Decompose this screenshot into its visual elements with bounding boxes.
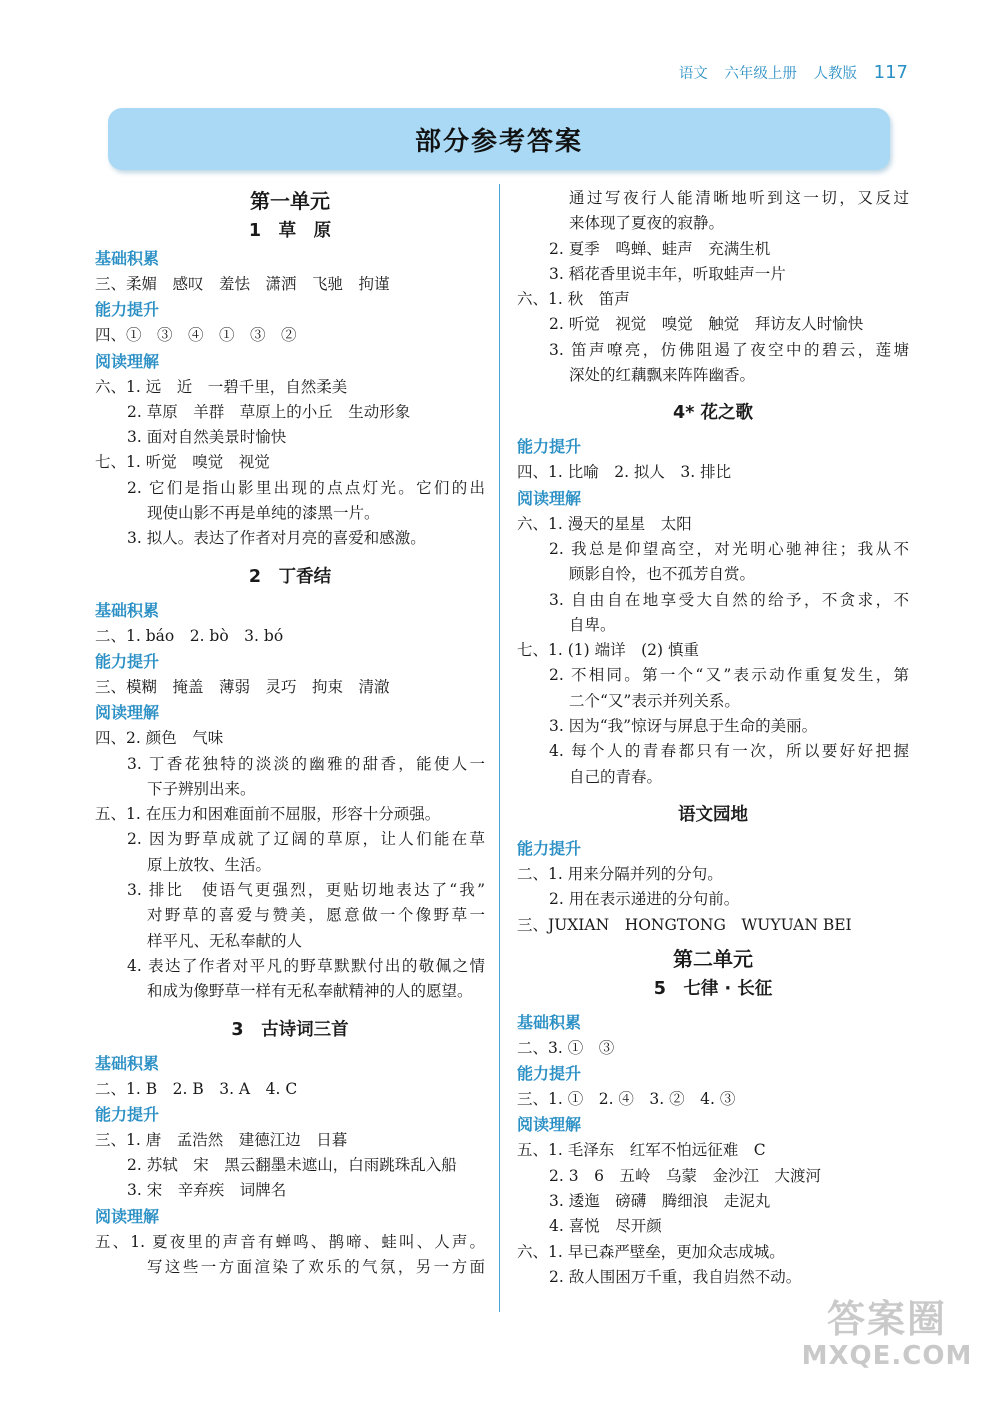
answer-line: 样平凡、无私奉献的人 [147, 931, 303, 950]
section-label: 能力提升 [95, 651, 160, 671]
section-label: 基础积累 [95, 249, 160, 268]
answer-line: 七、1. (1) 端详 (2) 慎重 [517, 641, 699, 660]
unit-heading: 第一单元 [250, 189, 330, 213]
answer-line: 深处的红藕飘来阵阵幽香。 [569, 366, 756, 385]
lesson-title: 2 丁香结 [248, 566, 332, 587]
watermark-logo [792, 1297, 982, 1377]
section-label: 阅读理解 [95, 1206, 160, 1226]
answer-line: 三、JUXIAN HONGTONG WUYUAN BEI [517, 915, 852, 934]
answer-line: 3. 排比 使语气更强烈，更贴切地表达了“我” [127, 881, 485, 900]
lesson-title: 4* 花之歌 [673, 403, 753, 424]
answer-line: 通过写夜行人能清晰地听到这一切，又反过 [569, 189, 909, 207]
right-column [517, 186, 909, 1290]
answer-line: 自己的青春。 [569, 767, 663, 786]
answer-line: 2. 草原 羊群 草原上的小丘 生动形象 [127, 402, 411, 421]
lesson-title: 语文园地 [678, 804, 748, 825]
answer-line: 3. 面对自然美景时愉快 [127, 428, 287, 447]
watermark-site: MXQE.COM [801, 1341, 973, 1371]
answer-line: 二、1. 用来分隔并列的分句。 [517, 864, 723, 883]
section-label: 阅读理解 [95, 703, 160, 723]
answer-line: 3. 笛声嘹亮，仿佛阻遏了夜空中的碧云，莲塘 [549, 340, 909, 359]
page-number: 117 [873, 62, 908, 83]
lesson-title: 5 七律 · 长征 [653, 978, 773, 999]
answer-line: 2. 用在表示递进的分句前。 [549, 890, 740, 909]
page-header [667, 62, 908, 83]
answer-line: 2. 不相同。第一个“又”表示动作重复发生，第 [549, 666, 909, 685]
answer-line: 六、1. 漫天的星星 太阳 [517, 514, 692, 533]
answer-line: 对野草的喜爱与赞美，愿意做一个像野草一 [147, 906, 485, 925]
watermark-stamp: 答案圈 [826, 1297, 947, 1341]
answer-line: 3. 逶迤 磅礴 腾细浪 走泥丸 [549, 1192, 771, 1211]
spacer [517, 388, 909, 398]
section-label: 阅读理解 [517, 488, 582, 508]
lesson-title: 1 草 原 [248, 221, 332, 241]
section-label: 基础积累 [95, 600, 160, 620]
answer-line: 2. 敌人围困万千重，我自岿然不动。 [549, 1267, 802, 1286]
answer-line: 2. 因为野草成就了辽阔的草原，让人们能在草 [127, 830, 485, 849]
header-subject: 语文 [678, 66, 708, 82]
answer-line: 原上放牧、生活。 [147, 855, 272, 874]
answer-line: 2. 夏季 鸣蝉、蛙声 充满生机 [549, 239, 771, 258]
answer-line: 顾影自怜，也不孤芳自赏。 [569, 565, 756, 584]
answer-line: 和成为像野草一样有无私奉献精神的人的愿望。 [147, 982, 473, 1001]
answer-line: 六、1. 早已森严壁垒，更加众志成城。 [517, 1242, 785, 1261]
answer-line: 五、1. 在压力和困难面前不屈服，形容十分顽强。 [95, 805, 441, 824]
left-column [95, 186, 485, 1280]
answer-line: 六、1. 秋 笛声 [517, 290, 630, 309]
answer-line: 2. 苏轼 宋 黑云翻墨未遮山，白雨跳珠乱入船 [127, 1156, 457, 1175]
answer-line: 六、1. 远 近 一碧千里，自然柔美 [95, 377, 348, 396]
answer-line: 二、1. báo 2. bò 3. bó [95, 626, 284, 645]
answer-line: 五、1. 夏夜里的声音有蝉鸣、鹊啼、蛙叫、人声。 [95, 1232, 485, 1251]
section-label: 能力提升 [517, 838, 582, 858]
answer-line: 2. 我总是仰望高空，对光明心驰神往；我从不 [549, 539, 909, 558]
title-banner [108, 108, 890, 170]
answer-line: 3. 自由自在地享受大自然的给予，不贪求，不 [549, 590, 909, 609]
header-grade: 六年级上册 [724, 66, 797, 82]
answer-line: 五、1. 毛泽东 红军不怕远征难 C [517, 1141, 766, 1160]
header-edition: 人教版 [813, 66, 858, 82]
answer-line: 来体现了夏夜的寂静。 [569, 214, 725, 233]
answer-line: 4. 喜悦 尽开颜 [549, 1217, 662, 1236]
section-label: 能力提升 [95, 300, 160, 320]
answer-line: 三、柔媚 感叹 羞怯 潇洒 飞驰 拘谨 [95, 275, 390, 293]
section-label: 能力提升 [517, 1064, 582, 1084]
answer-line: 4. 表达了作者对平凡的野草默默付出的敬佩之情 [127, 956, 485, 975]
answer-line: 二个“又”表示并列关系。 [569, 691, 740, 710]
answer-line: 4. 每个人的青春都只有一次，所以要好好把握 [549, 742, 909, 761]
answer-line: 三、1. 唐 孟浩然 建德江边 日暮 [95, 1130, 348, 1149]
answer-line: 三、模糊 掩盖 薄弱 灵巧 拘束 清澈 [95, 677, 390, 696]
answer-line: 2. 听觉 视觉 嗅觉 触觉 拜访友人时愉快 [549, 315, 864, 334]
answer-line: 三、1. ① 2. ④ 3. ② 4. ③ [517, 1090, 736, 1109]
answer-line: 2. 3 6 五岭 乌蒙 金沙江 大渡河 [549, 1166, 821, 1185]
section-label: 基础积累 [517, 1012, 582, 1032]
spacer [95, 1005, 485, 1015]
answer-line: 四、2. 颜色 气味 [95, 729, 224, 748]
unit-heading: 第二单元 [673, 946, 753, 971]
answer-line: 3. 因为“我”惊讶与屏息于生命的美丽。 [549, 717, 818, 736]
lesson-title: 3 古诗词三首 [231, 1019, 349, 1040]
section-label: 能力提升 [95, 1104, 160, 1124]
answer-line: 3. 宋 辛弃疾 词牌名 [127, 1181, 287, 1200]
section-label: 基础积累 [95, 1053, 160, 1073]
column-divider [499, 184, 500, 1312]
answer-line: 3. 丁香花独特的淡淡的幽雅的甜香，能使人一 [127, 754, 485, 773]
answer-line: 2. 它们是指山影里出现的点点灯光。它们的出 [127, 478, 485, 497]
answer-line: 3. 稻花香里说丰年，听取蛙声一片 [549, 264, 786, 283]
page-title: 部分参考答案 [414, 126, 583, 157]
spacer [517, 790, 909, 800]
answer-line: 四、① ③ ④ ① ③ ② [95, 326, 297, 345]
answer-line: 四、1. 比喻 2. 拟人 3. 排比 [517, 463, 732, 482]
answer-line: 写这些一方面渲染了欢乐的气氛，另一方面 [147, 1258, 485, 1277]
answer-line: 下子辨别出来。 [147, 779, 256, 798]
section-label: 阅读理解 [517, 1115, 582, 1135]
section-label: 能力提升 [517, 437, 582, 457]
section-label: 阅读理解 [95, 351, 160, 371]
answer-line: 3. 拟人。表达了作者对月亮的喜爱和感激。 [127, 529, 426, 548]
spacer [95, 552, 485, 562]
answer-line: 现使山影不再是单纯的漆黑一片。 [147, 504, 380, 523]
answer-line: 二、1. B 2. B 3. A 4. C [95, 1079, 298, 1098]
answer-line: 二、3. ① ③ [517, 1038, 615, 1057]
answer-line: 七、1. 听觉 嗅觉 视觉 [95, 453, 270, 472]
answer-line: 自卑。 [569, 615, 616, 634]
